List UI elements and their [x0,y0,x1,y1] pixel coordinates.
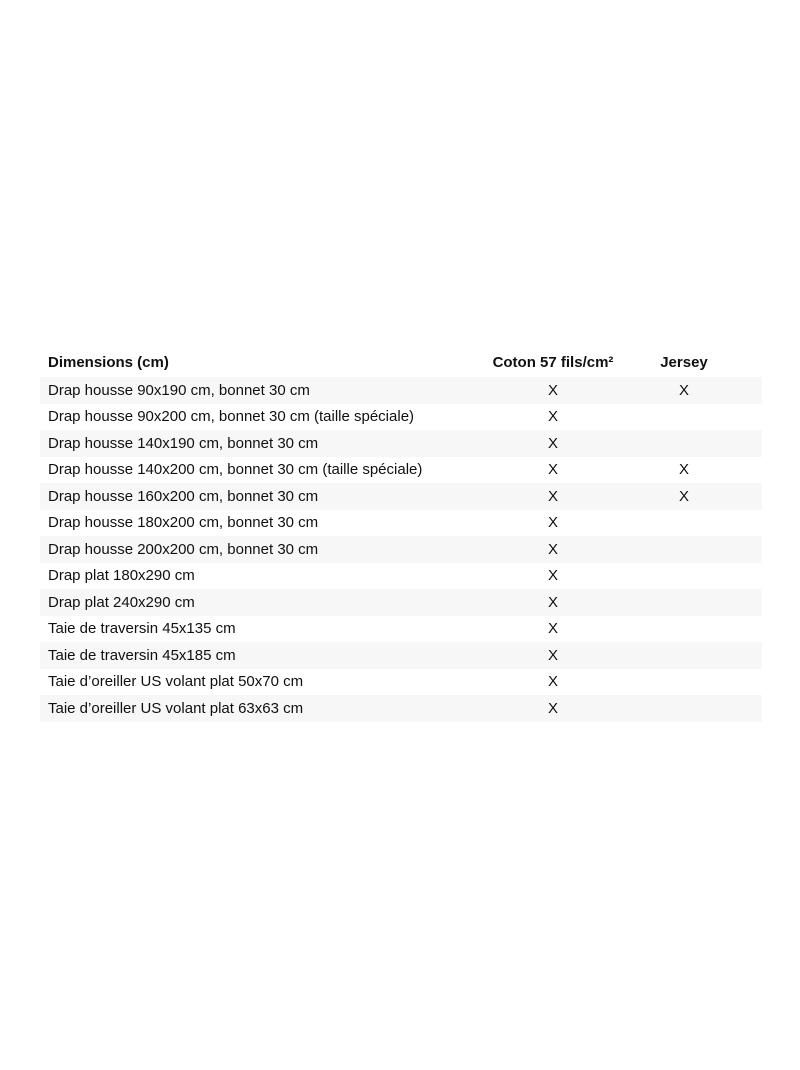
table-body [40,377,762,722]
table-row [40,430,762,457]
table-header-row [40,347,762,377]
row-dimension-label: Drap housse 200x200 cm, bonnet 30 cm [48,541,319,557]
row-jersey-mark: X [678,461,689,479]
row-coton-mark: X [547,567,558,585]
table-row [40,483,762,510]
row-dimension-label: Drap housse 180x200 cm, bonnet 30 cm [48,515,319,531]
row-coton-mark: X [547,620,558,638]
row-dimension-label: Drap plat 180x290 cm [48,568,195,584]
row-jersey-mark: X [678,487,689,505]
row-coton-mark: X [547,408,558,426]
table-row [40,404,762,431]
row-dimension-label: Drap housse 90x200 cm, bonnet 30 cm (taille spéciale) [48,409,415,425]
row-dimension-label: Drap housse 90x190 cm, bonnet 30 cm [48,382,310,398]
row-coton-mark: X [547,487,558,505]
row-coton-mark: X [547,673,558,691]
table-row [40,510,762,537]
row-dimension-label: Drap housse 140x190 cm, bonnet 30 cm [48,435,319,451]
row-dimension-label: Taie de traversin 45x185 cm [48,647,236,663]
table-row [40,536,762,563]
table-row [40,695,762,722]
row-coton-mark: X [547,514,558,532]
table-row [40,669,762,696]
row-dimension-label: Taie d’oreiller US volant plat 50x70 cm [48,674,304,690]
table-row [40,616,762,643]
table-row [40,589,762,616]
header-jersey: Jersey [660,353,708,371]
header-coton: Coton 57 fils/cm² [492,353,614,371]
table-row [40,642,762,669]
size-availability-table [40,347,762,722]
table-row [40,563,762,590]
row-coton-mark: X [547,434,558,452]
row-coton-mark: X [547,699,558,717]
row-coton-mark: X [547,461,558,479]
row-coton-mark: X [547,646,558,664]
row-coton-mark: X [547,593,558,611]
row-dimension-label: Drap housse 140x200 cm, bonnet 30 cm (taille spéciale) [48,462,423,478]
row-dimension-label: Taie de traversin 45x135 cm [48,621,236,637]
header-dimensions: Dimensions (cm) [48,354,169,370]
table-row [40,457,762,484]
table-row [40,377,762,404]
row-dimension-label: Drap plat 240x290 cm [48,594,195,610]
row-coton-mark: X [547,381,558,399]
row-dimension-label: Taie d’oreiller US volant plat 63x63 cm [48,700,304,716]
row-coton-mark: X [547,540,558,558]
row-dimension-label: Drap housse 160x200 cm, bonnet 30 cm [48,488,319,504]
row-jersey-mark: X [678,381,689,399]
